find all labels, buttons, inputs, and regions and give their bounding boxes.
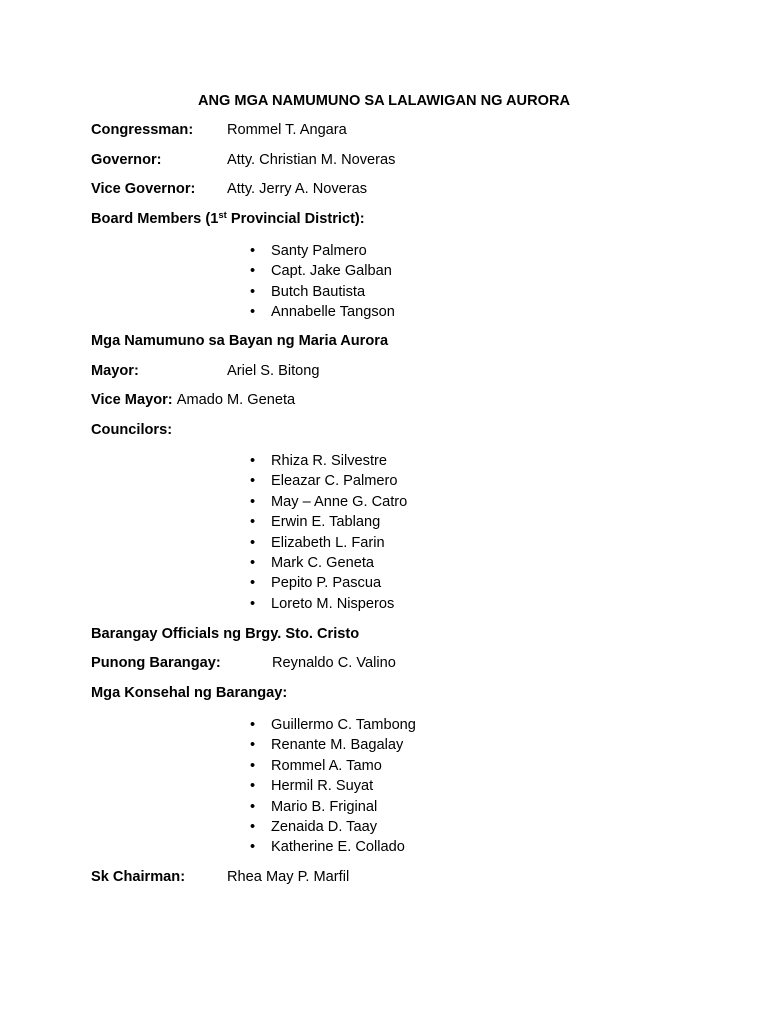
sk-chairman-value: Rhea May P. Marfil [227,869,350,885]
list-item: • Mario B. Friginal [250,797,416,817]
list-item: • Renante M. Bagalay [250,735,416,755]
board-members-label-post: Provincial District): [226,211,365,227]
punong-barangay-row [91,655,396,671]
list-item: • Loreto M. Nisperos [250,594,407,614]
board-members-label-sup: st [218,210,227,221]
list-item: • May – Anne G. Catro [250,492,407,512]
congressman-value: Rommel T. Angara [227,122,347,138]
governor-value: Atty. Christian M. Noveras [227,152,396,168]
list-item: • Annabelle Tangson [250,302,395,322]
barangay-heading: Barangay Officials ng Brgy. Sto. Cristo [91,626,360,642]
vice-governor-value: Atty. Jerry A. Noveras [227,181,368,197]
document-title: ANG MGA NAMUMUNO SA LALAWIGAN NG AURORA [197,93,571,109]
list-item: • Rommel A. Tamo [250,756,416,776]
list-item: • Butch Bautista [250,282,395,302]
punong-barangay-label: Punong Barangay: [91,655,221,671]
mayor-row [91,363,319,379]
vice-governor-row [91,181,367,197]
list-item: • Katherine E. Collado [250,837,416,857]
councilors-list [250,451,407,614]
list-item: • Mark C. Geneta [250,553,407,573]
vice-mayor-row [91,392,295,408]
municipal-heading: Mga Namumuno sa Bayan ng Maria Aurora [91,333,389,349]
list-item: • Zenaida D. Taay [250,817,416,837]
list-item: • Elizabeth L. Farin [250,533,407,553]
board-members-list [250,241,395,323]
mayor-value: Ariel S. Bitong [227,363,320,379]
governor-label: Governor: [91,152,162,168]
sk-chairman-row [91,869,349,885]
mayor-label: Mayor: [91,363,139,379]
board-members-heading [91,211,365,227]
konsehal-list [250,715,416,858]
punong-barangay-value: Reynaldo C. Valino [272,655,396,671]
konsehal-heading: Mga Konsehal ng Barangay: [91,685,288,701]
sk-chairman-label: Sk Chairman: [91,869,186,885]
list-item: • Erwin E. Tablang [250,512,407,532]
list-item: • Rhiza R. Silvestre [250,451,407,471]
vice-mayor-label: Vice Mayor: [91,392,173,408]
vice-governor-label: Vice Governor: [91,181,196,197]
list-item: • Hermil R. Suyat [250,776,416,796]
vice-mayor-value: Amado M. Geneta [176,392,296,408]
congressman-row [91,122,347,138]
board-members-label-pre: Board Members (1 [91,211,219,227]
list-item: • Eleazar C. Palmero [250,471,407,491]
councilors-heading: Councilors: [91,422,173,438]
list-item: • Pepito P. Pascua [250,573,407,593]
list-item: • Capt. Jake Galban [250,261,395,281]
congressman-label: Congressman: [91,122,194,138]
list-item: • Santy Palmero [250,241,395,261]
list-item: • Guillermo C. Tambong [250,715,416,735]
governor-row [91,152,395,168]
